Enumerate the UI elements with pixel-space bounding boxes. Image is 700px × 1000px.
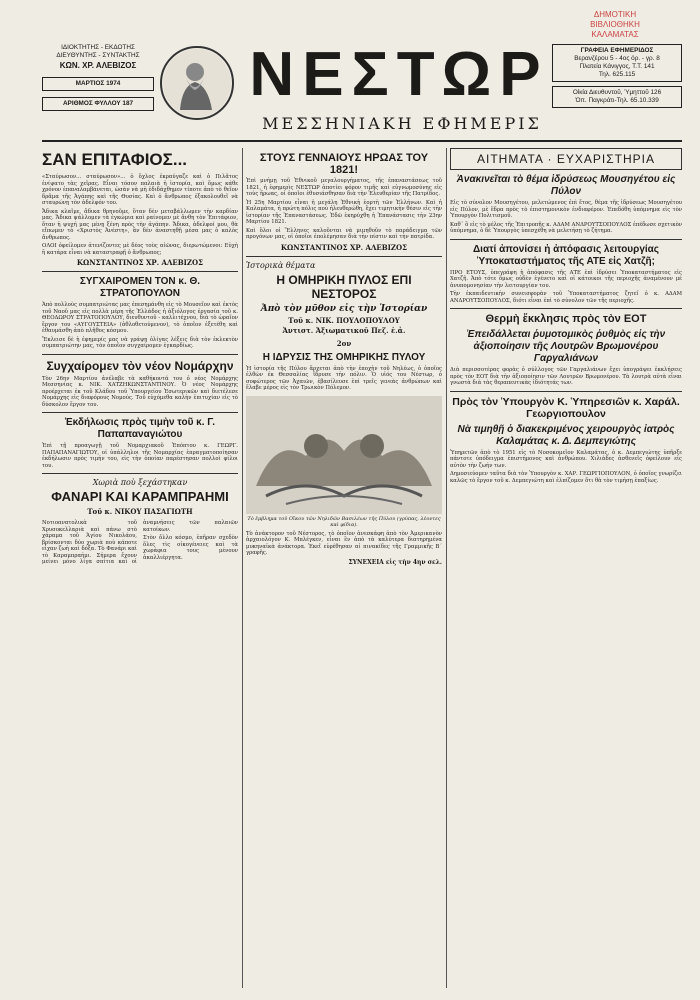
illustration-caption: Τὸ ἐμβλημα τοῦ Οἴκου τῶν Νηλιδῶν Βασιλέων τῆς Πύλου (γρύπας, λέοντες καὶ φίδια). [247,515,441,528]
article-signature: ΚΩΝΣΤΑΝΤΙΝΟΣ ΧΡ. ΑΛΕΒΙΖΟΣ [280,242,408,252]
section-header: ΑΙΤΗΜΑΤΑ · ΕΥΧΑΡΙΣΤΗΡΙΑ [450,148,682,170]
article-byline: Τοῦ κ. ΝΙΚΟΥ ΠΑΣΑΓΙΩΤΗ [87,507,193,516]
publisher-line-2: ΔΙΕΥΘΥΝΤΗΣ - ΣΥΝΤΑΚΤΗΣ [56,52,140,59]
article-paragraph: ΟΛΟΙ ὀφείλομεν ἀτενίζοντες μὲ δέος τοὺς αἰῶνας, διερωτώμενοι: Εὐχὴ ἢ κατάρα εἶναι νὰ καταστραφῇ ὁ ἄνθρωπος; [42,243,238,256]
article-title: Διατί ἀπονίσει ἡ ἀπόφασις λειτουργίας Ὑποκαταστήματος τῆς ΑΤΕ εἰς Χατζῆ; [472,243,660,267]
article-paragraph: Καὶ ὅλοι οἱ Ἕλληνες καλοῦνται νὰ μιμηθοῦν τὸ παράδειγμα τῶν προγόνων μας, οἱ ὁποῖοι ἐπολέμησαν διὰ τὴν πίστιν καὶ τὴν πατρίδα. [246,227,442,240]
masthead-publisher-info [42,44,154,111]
column-2 [246,148,442,988]
article-subtitle: Νὰ τιμηθῇ ὁ διακεκριμένος χειρουργὸς ἰατρὸς Καλαμάτας κ. Δ. Δεμπεγιώτης [457,423,675,447]
column-rule [446,148,447,988]
library-stamp [570,10,660,40]
article-paragraph: Στὸν ὄλλο κόσμο, ἐπῆραν σχεδὸν ὅλες τὶς οἰκογένειες καὶ τὰ χωράφια τους μένουν ἀκαλλιέργητα. [143,535,238,561]
column-3 [450,148,682,988]
publisher-line-1: ΙΔΙΟΚΤΗΤΗΣ - ΕΚΔΟΤΗΣ [61,44,135,51]
article-title: ΣΥΓΧΑΙΡΟΜΕΝ ΤΟΝ κ. Θ. ΣΤΡΑΤΟΠΟΥΛΟΝ [79,276,201,299]
article-title: Ἐκδήλωσις πρὸς τιμὴν τοῦ κ. Γ. Παπαπαναγιώτου [65,417,215,440]
column-rule [242,148,243,988]
article-subtitle: Ἀπὸ τὸν μῦθον εἰς τὴν Ἱστορίαν [260,303,428,314]
article-title: ΣΤΟΥΣ ΓΕΝΝΑΙΟΥΣ ΗΡΩΑΣ ΤΟΥ 1821! [259,152,429,176]
office-heading: ΓΡΑΦΕΙΑ ΕΦΗΜΕΡΙΔΟΣ [580,47,654,54]
article-paragraph: Ὑπηρετῶν ἀπὸ τὸ 1951 εἰς τὸ Νοσοκομεῖον Καλαμάτας, ὁ κ. Δεμπεγιώτης ὑπῆρξε πάντοτε ὑπόδειγμα ἐπιστήμονος καὶ ἀνθρώπου. Χιλιάδες ἀσθενεῖς ὀφείλουν εἰς αὐτὸν τὴν ζωήν των. [450,449,682,469]
pylos-emblem-illustration [246,396,442,514]
nestor-portrait-icon [160,46,234,120]
director-address-1: Οίκία Διευθυντοῦ, Ὑμηττοῦ 126 [572,89,662,96]
article-paragraph: Διὰ περισσοτέρας φορὰς ὁ σύλλογος τῶν Γαργαλιάνων ἔχει ὑπογράψει ἐκκλήσεις πρὸς τὸν ΕΟΤ διὰ τὴν ἀξιοποίησιν τῶν Λουτρῶν Βρωμονέρου. Τὰ λουτρὰ αὐτὰ εἶναι γνωστὰ διὰ τὰς θεραπευτικὰς ἰδιότητάς των. [450,367,682,386]
masthead-office-info [552,44,682,108]
stamp-line-2: ΚΑΛΑΜΑΤΑΣ [591,30,639,39]
publisher-name: ΚΩΝ. ΧΡ. ΑΛΕΒΙΖΟΣ [59,61,137,70]
article-title: ΣΑΝ ΕΠΙΤΑΦΙΟΣ... [42,150,188,169]
office-address-2: Πλατεία Κάνιγγος, Τ.Τ. 141 [579,63,655,70]
article-byline: Τοῦ κ. ΝΙΚ. ΠΟΥΛΟΠΟΥΛΟΥ [288,315,400,325]
article-title: Πρὸς τὸν Ὑπουργὸν Κ. Ὑπηρεσιῶν κ. Χαράλ. Γεωργιοπουλον [452,395,680,420]
article-paragraph: ΠΡΟ ΕΤΟΥΣ, ὑπεγράφη ἡ ἀπόφασις τῆς ΑΤΕ ἐπὶ ἱδρύσει Ὑποκαταστήματος εἰς Χατζῆ. Ἀπὸ τότε ὅμως οὐδὲν ἐγένετο καὶ οἱ κάτοικοι τῆς περιοχῆς ἀναμένουν μὲ ἀνυπομονησίαν τὴν λειτουργίαν του. [450,269,682,289]
article-paragraph: Τὸν 26ην Μαρτίου ἀνέλαβε τὰ καθήκοντά του ὁ νέος Νομάρχης Μεσσηνίας κ. ΝΙΚ. ΧΑΤΖΗΚΩΝΣΤΑΝΤΙΝΟΥ. Ὁ νέος Νομάρχης προέρχεται ἐκ τοῦ Κλάδου τοῦ Ὑπουργείου Ἐσωτερικῶν καὶ διετέλεσε Νομάρχης εἰς διαφόρους Νομούς. Τοῦ εὐχόμεθα καλὴν ἐπιτυχίαν εἰς τὸ δύσκολον ἔργον του. [42,375,238,408]
article-paragraph: Ἐπὶ μνήμῃ τοῦ Ἐθνικοῦ μεγαλουργήματος, τῆς ἐπαναστάσεως τοῦ 1821, ἡ ἐφημερὶς ΝΕΣΤΩΡ ἀποτίει φόρον τιμῆς καὶ εὐγνωμοσύνης εἰς τοὺς ἥρωας, οἱ ὁποῖοι ἐθυσιάσθησαν διὰ τὴν Ἐλευθερίαν τῆς Πατρίδος. [246,178,442,197]
director-address-2: Ὀπ. Παγκράτι-Τηλ. 65.10.339 [575,97,659,104]
article-paragraph: Ἡ ἱστορία τῆς Πύλου ἄρχεται ἀπὸ τὴν ἐποχὴν τοῦ Νηλέως, ὁ ὁποῖος ἐλθὼν ἐκ Θεσσαλίας ἵδρυσε τὴν πόλιν. Ὁ υἱός του Νέστωρ, ὁ σοφώτερος τῶν Ἀχαιῶν, ἐβασίλευσε ἐπὶ τρεῖς γενεὰς ἀνθρώπων καὶ ἔλαβε μέρος εἰς τὸν Τρωικὸν Πόλεμον. [246,365,442,391]
divider [42,412,238,413]
divider [42,354,238,355]
divider [246,256,442,257]
article-paragraph: Νοτιοανατολικὰ τοῦ Χρυσοκελλαριὰ καὶ πάνω στὸ χάραμα τοῦ Ἁγίου Νικολάου, βρίσκονται δύο χωριὰ ποὺ κάποτε εἶχαν ζωὴ καὶ δόξα. Τὸ Φανάρι καὶ τὸ Καραμπραήμι. Σήμερα ἔχουν μείνει μόνο λίγα σπίτια καὶ οἱ ἀναμνήσεις τῶν παλαιῶν κατοίκων. [42,520,238,565]
article-paragraph: Καθ᾽ ὃ εἰς τὸ μέλος τῆς Ἐπιτροπῆς κ. ΑΔΑΜ ΑΝΔΡΟΥΤΣΟΠΟΥΛΟΣ ἐπέδωσε σχετικὸν ὑπόμνημα, ὁ δὲ Ὑπουργὸς ὑπεσχέθη νὰ μελετήσῃ τὸ ζήτημα. [450,221,682,234]
article-title: Η ΟΜΗΡΙΚΗ ΠΥΛΟΣ ΕΠΙ ΝΕΣΤΟΡΟΣ [276,272,412,301]
section-heading: Η ΙΔΡΥΣΙΣ ΤΗΣ ΟΜΗΡΙΚΗΣ ΠΥΛΟΥ [262,351,426,363]
article-paragraph: Ἀπὸ πολλοὺς συμπατριώτας μας ἐπεσημάνθη εἰς τὸ Μουσεῖον καὶ ἐκτὸς τοῦ Ναοῦ μας εἰς πολλὰ μέρη τῆς Ἑλλάδος ἡ ἀξιόλογος ἐργασία τοῦ κ. ΘΕΟΔΩΡΟΥ ΣΤΡΑΤΟΠΟΥΛΟΥ, διευθυντοῦ - καλλιτέχνου, διὰ τὸ ὡραῖον ἔργον του «ΑΥΓΟΥΣΤΕΙΑ» (ἀθλοθετούμενον), τὸ ὁποῖον ἐξετέθη καὶ ἐθαυμάσθη ἀπὸ πλῆθος κόσμου. [42,302,238,334]
divider [42,473,238,474]
office-address-box [552,44,682,82]
office-phone: Τηλ. 625.115 [598,71,636,78]
divider [42,271,238,272]
article-paragraph: «Σταύρωσον... σταύρωσον»... ὁ ὄχλος ἐκραύγαζε καὶ ὁ Πιλᾶτος ἐνίψατο τὰς χεῖρας. Εἶναι τόσον παλαιὰ ἡ ἱστορία, καὶ ὅμως κάθε χρόνον ἐπαναλαμβάνεται, ὡσὰν νὰ μὴ ἐδιδάχθημεν τίποτε ἀπὸ τὸ θεῖον δρᾶμα τῆς Ἀγάπης καὶ τῆς Θυσίας. Καὶ ὁ ἄνθρωπος ἐξακολουθεῖ νὰ σταυρώνῃ τὸν ἀδελφόν του. [42,174,238,206]
article-paragraph: Ἡ 25η Μαρτίου εἶναι ἡ μεγάλη Ἐθνικὴ ἑορτὴ τῶν Ἑλλήνων. Καὶ ἡ Καλαμάτα, ἡ πρώτη πόλις ποὺ ἠλευθερώθη, ἔχει τιμητικὴν θέσιν εἰς τὴν ἱστορίαν τῆς Ἐπαναστάσεως. Ἐδῶ ἐκηρύχθη ἡ Ἐπανάστασις τὴν 23ην Μαρτίου 1821. [246,199,442,225]
article-paragraph: Δημοσιεύομεν ταῦτα διὰ τὸν Ὑπουργὸν κ. ΧΑΡ. ΓΕΩΡΓΙΟΠΟΥΛΟΝ, ὁ ὁποῖος γνωρίζει καλῶς τὸ ἔργον τοῦ κ. Δεμπεγιώτη καὶ ἐλπίζομεν ὅτι θὰ τὸν τιμήσῃ ἐπαξίως. [450,471,682,484]
office-address-1: Βερανζέρου 5 - 4ος όρ. - γρ. 8 [574,55,660,62]
director-address-box [552,86,682,108]
issue-date: ΜΑΡΤΙΟΣ 1974 [42,77,154,91]
article-title: Συγχαίρομεν τὸν νέον Νομάρχην [46,358,234,373]
article-title: Ἀνακινεῖται τὸ θέμα ἱδρύσεως Μουσηγέτου εἰς Πύλον [456,174,676,197]
article-paragraph: Ἐπὶ τῇ προαγωγῇ τοῦ Νομαρχιακοῦ Ἐπόπτου κ. ΓΕΩΡΓ. ΠΑΠΑΠΑΝΑΓΙΩΤΟΥ, οἱ ὑπάλληλοι τῆς Νομαρχίας ἐπραγματοποίησαν ἐκδήλωσιν πρὸς τιμήν του, εἰς τὴν ὁποίαν παρέστησαν πολλοὶ φίλοι του. [42,443,238,469]
article-subtitle: Ἐπειδάλλεται ῥυμοτομικὸς ῥυθμὸς εἰς τὴν ἀξιοποίησιν τῆς Λουτρῶν Βρωμονέρου Γαργαλιάνων [466,329,666,364]
article-paragraph: Ἔκλεισε δὲ ἡ ἐφημερίς μας νὰ γράψῃ ὀλίγας λέξεις διὰ τὸν ἐκλεκτὸν συμπατριώτην μας, τὸν ὁποῖον συγχαίρομεν ἐγκαρδίως. [42,336,238,349]
article-kicker: Ἱστορικὰ θέματα [246,260,316,270]
article-title: ΦΑΝΑΡΙ ΚΑΙ ΚΑΡΑΜΠΡΑΗΜΙ [51,489,229,504]
issue-number: ΑΡΙΘΜΟΣ ΦΥΛΛΟΥ 187 [42,97,154,111]
article-paragraph: Ἄδικα κλαῖμε, ἄδικα θρηνοῦμε, ὅταν δὲν μεταβάλλωμεν τὴν καρδίαν μας. Ἄδικα ψάλλομεν τὰ ἐγκώμια καὶ ραίνομεν μὲ ἄνθη τὸν Ἐπιτάφιον, ὅταν ἡ ψυχή μας μένῃ ξένη πρὸς τὴν ἀγάπην. Ἄδικα, ἀδελφοί μου, θὰ εἴπωμεν τὸ «Χριστὸς Ἀνέστη», ἂν δὲν ἀναστηθῇ μέσα μας ὁ καλὸς ἄνθρωπος. [42,208,238,241]
column-1 [42,148,238,988]
article-kicker: Χωριὰ ποὺ ξεχάστηκαν [92,478,188,487]
article-signature: ΚΩΝΣΤΑΝΤΙΝΟΣ ΧΡ. ΑΛΕΒΙΖΟΣ [76,258,204,267]
article-paragraph: Τὴν ἐκπαιδευτικὴν συνεισφορὰν τοῦ Ὑποκαταστήματος ζητεῖ ὁ κ. ΑΔΑΜ ΑΝΔΡΟΥΤΣΟΠΟΥΛΟΣ, διότι εἶναι ἐπὶ τὸ σύνολον τῶν τῆς περιοχῆς. [450,291,682,304]
continuation-note: ΣΥΝΕΧΕΙΑ εἰς τὴν 4ην σελ. [348,558,442,566]
masthead [42,40,682,142]
divider [450,239,682,240]
newspaper-subtitle: ΜΕΣΣΗΝΙΑΚΗ ΕΦΗΜΕΡΙΣ [262,114,542,133]
article-paragraph: Εἰς τὸ σύνολον Μουσηγέτου, μελετώμενος ἐπὶ ἔτος, θέμα τῆς ἱδρύσεως Μουσηγέτου εἰς Πύλον, μὲ ἕδρα πρὸς τὸ ἐπιστημονικὸν ἐνδιαφέρον. Ἐπεδόθη ὑπόμνημα εἰς τὸν Ὑπουργὸν Πολιτισμοῦ. [450,200,682,219]
article-title: Θερμὴ ἔκκλησις πρὸς τὸν ΕΟΤ [485,313,647,325]
divider [450,308,682,309]
author-rank: Ἀντιστ. Ἀξιωματικοῦ Πεζ. ἐ.ἀ. [282,325,406,335]
article-part: 2ον [336,338,352,348]
newspaper-title: ΝΕΣΤΩΡ [249,40,549,109]
article-paragraph: Τὸ ἀνάκτορον τοῦ Νέστορος, τὸ ὁποῖον ἀνεσκάφη ἀπὸ τὸν Ἀμερικανὸν ἀρχαιολόγον Κ. Μπλέγκεν, εἶναι ἓν ἀπὸ τὰ καλύτερα διατηρημένα μυκηναϊκὰ ἀνάκτορα. Ἐκεῖ εὑρέθησαν αἱ πινακίδες τῆς Γραμμικῆς Β΄ γραφῆς. [246,530,442,556]
divider [450,391,682,392]
article-body [42,520,238,566]
stamp-line-1: ΔΗΜΟΤΙΚΗ ΒΙΒΛΙΟΘΗΚΗ [590,10,640,29]
